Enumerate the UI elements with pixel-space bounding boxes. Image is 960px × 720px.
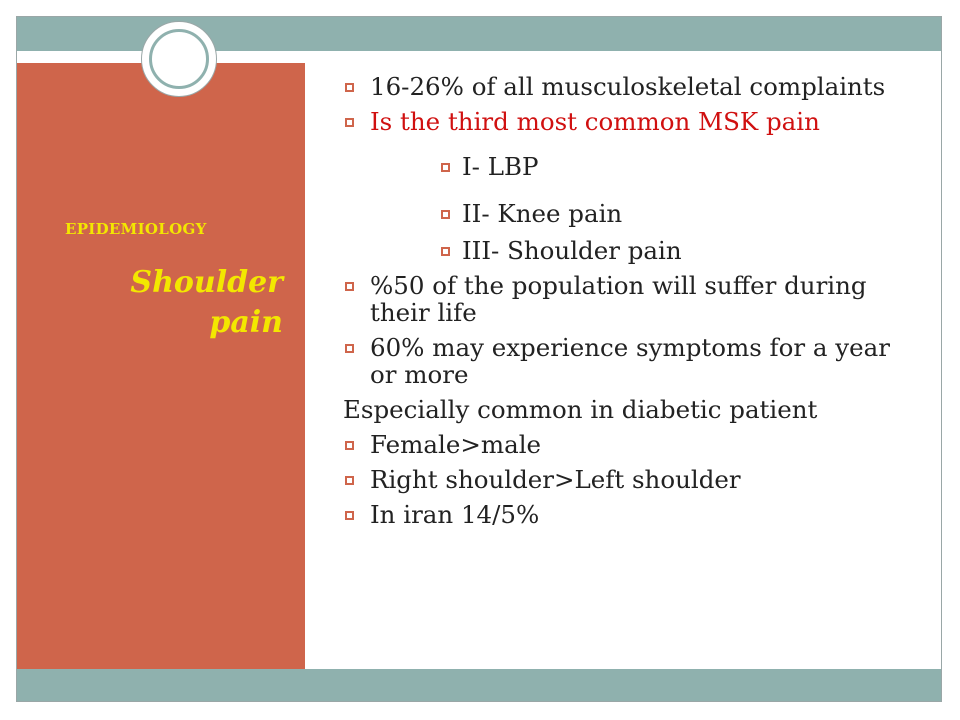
square-bullet-icon: [345, 344, 354, 353]
bottom-banner: [17, 669, 941, 701]
slide-title-line-1: Shoulder: [130, 265, 283, 300]
list-item-text: Is the third most common MSK pain: [370, 107, 820, 136]
list-item: [343, 501, 923, 528]
sidebar-panel: [17, 63, 305, 670]
square-bullet-icon: [345, 441, 354, 450]
list-item: [343, 396, 923, 423]
list-item-text: %50 of the population will suffer during their life: [370, 271, 867, 327]
square-bullet-icon: [345, 83, 354, 92]
list-item: [343, 272, 923, 326]
list-item-text: I- LBP: [462, 152, 539, 181]
list-item: [343, 466, 923, 493]
square-bullet-icon: [345, 118, 354, 127]
square-bullet-icon: [345, 476, 354, 485]
list-item: [440, 237, 923, 264]
list-item-text: Female>male: [370, 430, 542, 459]
square-bullet-icon: [345, 282, 354, 291]
list-item: [440, 153, 923, 180]
list-item: [343, 73, 923, 100]
slide-title-line-2: pain: [209, 305, 283, 340]
slide-title: [57, 263, 283, 343]
list-item: [343, 108, 923, 135]
list-item: [343, 431, 923, 458]
square-bullet-icon: [345, 511, 354, 520]
list-item-text: Especially common in diabetic patient: [343, 395, 818, 424]
square-bullet-icon: [441, 247, 450, 256]
list-item: [343, 334, 923, 388]
circle-ornament-icon: [141, 21, 217, 97]
slide: [16, 16, 942, 702]
circle-ornament-ring: [149, 29, 209, 89]
list-item-text: II- Knee pain: [462, 199, 623, 228]
list-item-text: In iran 14/5%: [370, 500, 540, 529]
bullet-list: [343, 73, 923, 528]
list-item-text: 16-26% of all musculoskeletal complaints: [370, 72, 886, 101]
list-item-text: 60% may experience symptoms for a year or more: [370, 333, 890, 389]
square-bullet-icon: [441, 163, 450, 172]
list-item-text: Right shoulder>Left shoulder: [370, 465, 741, 494]
list-item: [440, 200, 923, 227]
section-label: EPIDEMIOLOGY: [65, 220, 207, 238]
square-bullet-icon: [441, 210, 450, 219]
list-item-text: III- Shoulder pain: [462, 236, 682, 265]
